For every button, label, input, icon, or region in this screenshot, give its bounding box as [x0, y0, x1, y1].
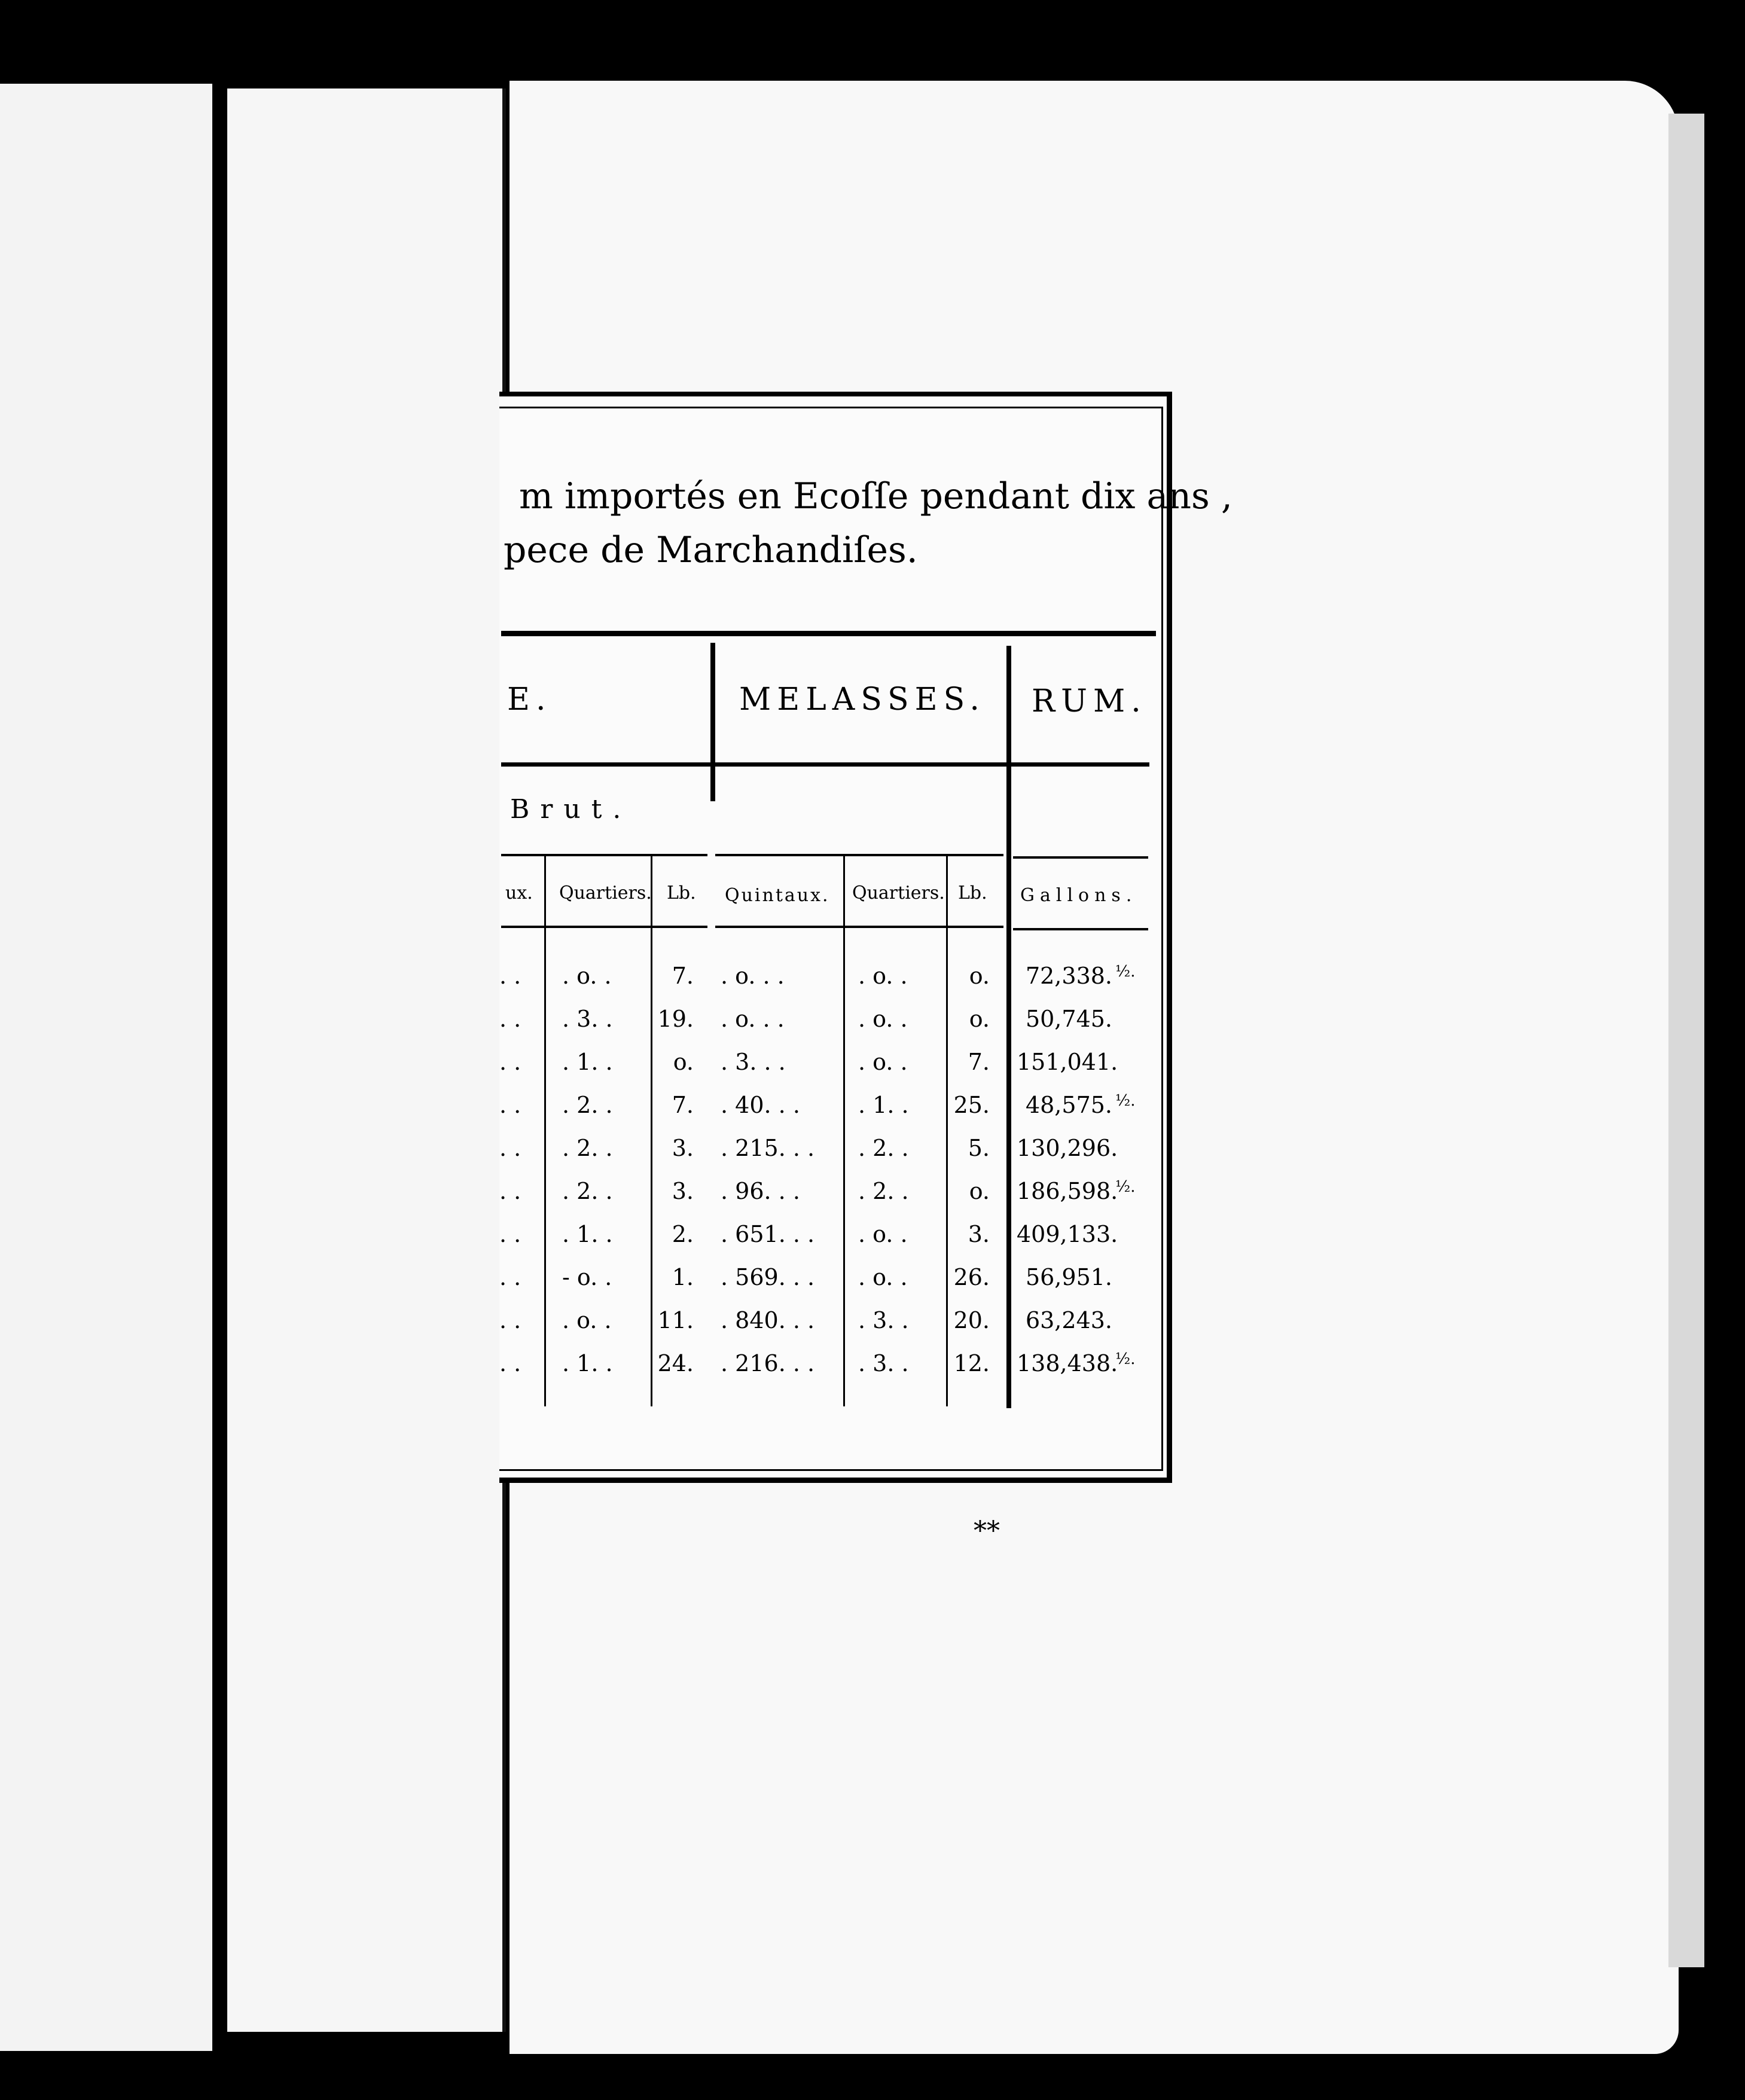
row-6-quartiers: . 2. .: [562, 1178, 613, 1204]
row-2-quartiers: . 3. .: [562, 1006, 613, 1032]
subhead-brut: Brut.: [510, 794, 632, 825]
row-4-lead: . .: [499, 1092, 521, 1118]
row-6-quintaux: . 96. . .: [721, 1178, 800, 1204]
row-4-quintaux: . 40. . .: [721, 1092, 800, 1118]
col-divider-1: [544, 856, 546, 1406]
subheader-gallons: Gallons.: [1020, 885, 1137, 906]
title-line-2: pece de Marchandiſes.: [504, 529, 918, 571]
rule-subheader-top-3: [1013, 856, 1148, 859]
row-4-lb: 7.: [672, 1092, 694, 1118]
row-6-frac: ½.: [1115, 1178, 1136, 1196]
row-10-m-lb: 12.: [953, 1350, 990, 1376]
row-7-quartiers: . 1. .: [562, 1221, 613, 1247]
row-1-lead: . .: [499, 963, 521, 989]
rule-subheader-top-1: [501, 854, 707, 856]
row-9-lead: . .: [499, 1307, 521, 1333]
row-8-m-lb: 26.: [953, 1264, 990, 1290]
rule-subheader-bottom-2: [715, 926, 1003, 928]
row-10-gallons: 138,438.: [1017, 1350, 1118, 1376]
row-5-lb: 3.: [672, 1135, 694, 1161]
row-7-lb: 2.: [672, 1221, 694, 1247]
row-9-lb: 11.: [657, 1307, 694, 1333]
row-7-m-quartiers: . o. .: [858, 1221, 908, 1247]
row-10-lead: . .: [499, 1350, 521, 1376]
row-10-quintaux: . 216. . .: [721, 1350, 815, 1376]
row-9-quintaux: . 840. . .: [721, 1307, 815, 1333]
row-8-quartiers: - o. .: [562, 1264, 612, 1290]
row-10-frac: ½.: [1115, 1350, 1136, 1368]
row-5-m-lb: 5.: [968, 1135, 990, 1161]
left-leaf: [0, 84, 212, 2051]
row-8-gallons: 56,951.: [1025, 1264, 1112, 1290]
row-1-m-quartiers: . o. .: [858, 963, 908, 989]
row-3-quartiers: . 1. .: [562, 1049, 613, 1075]
row-7-m-lb: 3.: [968, 1221, 990, 1247]
row-8-lb: 1.: [672, 1264, 694, 1290]
row-2-m-lb: o.: [969, 1006, 990, 1032]
row-6-lead: . .: [499, 1178, 521, 1204]
rule-rum-subhead: [1011, 762, 1149, 767]
row-3-lead: . .: [499, 1049, 521, 1075]
header-rum: RUM.: [1032, 683, 1147, 719]
row-7-quintaux: . 651. . .: [721, 1221, 815, 1247]
row-4-quartiers: . 2. .: [562, 1092, 613, 1118]
row-5-gallons: 130,296.: [1017, 1135, 1118, 1161]
row-2-lead: . .: [499, 1006, 521, 1032]
row-3-m-quartiers: . o. .: [858, 1049, 908, 1075]
row-9-gallons: 63,243.: [1025, 1307, 1112, 1333]
rule-sucre-subhead: [501, 762, 716, 767]
row-2-lb: 19.: [657, 1006, 694, 1032]
row-1-gallons: 72,338.: [1025, 963, 1112, 989]
row-9-m-lb: 20.: [953, 1307, 990, 1333]
row-5-lead: . .: [499, 1135, 521, 1161]
rule-melasses-subhead: [712, 762, 1008, 767]
row-6-m-lb: o.: [969, 1178, 990, 1204]
subheader-quartiers-2: Quartiers.: [852, 883, 945, 904]
rule-subheader-bottom-1: [501, 926, 707, 928]
subheader-quartiers-1: Quartiers.: [559, 883, 652, 904]
row-2-m-quartiers: . o. .: [858, 1006, 908, 1032]
row-3-m-lb: 7.: [968, 1049, 990, 1075]
row-5-quartiers: . 2. .: [562, 1135, 613, 1161]
row-1-quartiers: . o. .: [562, 963, 612, 989]
col-divider-4: [946, 856, 948, 1406]
row-10-lb: 24.: [657, 1350, 694, 1376]
rule-subheader-bottom-3: [1013, 928, 1148, 930]
divider-rum-left: [1006, 646, 1011, 1408]
row-10-m-quartiers: . 3. .: [858, 1350, 909, 1376]
row-5-m-quartiers: . 2. .: [858, 1135, 909, 1161]
row-3-gallons: 151,041.: [1017, 1049, 1118, 1075]
page-edge: [1668, 114, 1704, 1967]
title-line-1: m importés en Ecoſſe pendant dix ans ,: [519, 475, 1233, 517]
row-2-gallons: 50,745.: [1025, 1006, 1112, 1032]
header-rule: [501, 631, 1156, 636]
row-7-gallons: 409,133.: [1017, 1221, 1118, 1247]
row-1-lb: 7.: [672, 963, 694, 989]
divider-melasses-left: [710, 643, 715, 801]
row-3-quintaux: . 3. . .: [721, 1049, 786, 1075]
col-divider-3: [843, 856, 845, 1406]
row-9-quartiers: . o. .: [562, 1307, 612, 1333]
footer-mark: **: [974, 1516, 1000, 1546]
header-partial: E.: [507, 682, 552, 718]
row-10-quartiers: . 1. .: [562, 1350, 613, 1376]
row-8-quintaux: . 569. . .: [721, 1264, 815, 1290]
subheader-quintaux: Quintaux.: [725, 885, 830, 906]
folded-leaf: [227, 88, 506, 2032]
subheader-lb-2: Lb.: [958, 883, 987, 904]
row-6-gallons: 186,598.: [1017, 1178, 1118, 1204]
row-1-quintaux: . o. . .: [721, 963, 785, 989]
row-4-m-quartiers: . 1. .: [858, 1092, 909, 1118]
row-7-lead: . .: [499, 1221, 521, 1247]
row-8-m-quartiers: . o. .: [858, 1264, 908, 1290]
subheader-ux: ux.: [505, 883, 533, 904]
subheader-lb-1: Lb.: [667, 883, 696, 904]
row-1-frac: ½.: [1115, 963, 1136, 981]
rule-subheader-top-2: [715, 854, 1003, 856]
row-9-m-quartiers: . 3. .: [858, 1307, 909, 1333]
header-melasses: MELASSES.: [739, 682, 986, 718]
row-6-lb: 3.: [672, 1178, 694, 1204]
row-1-m-lb: o.: [969, 963, 990, 989]
row-6-m-quartiers: . 2. .: [858, 1178, 909, 1204]
row-4-gallons: 48,575.: [1025, 1092, 1112, 1118]
row-4-m-lb: 25.: [953, 1092, 990, 1118]
row-5-quintaux: . 215. . .: [721, 1135, 815, 1161]
col-divider-2: [651, 856, 652, 1406]
row-2-quintaux: . o. . .: [721, 1006, 785, 1032]
row-8-lead: . .: [499, 1264, 521, 1290]
row-4-frac: ½.: [1115, 1092, 1136, 1110]
row-3-lb: o.: [673, 1049, 694, 1075]
